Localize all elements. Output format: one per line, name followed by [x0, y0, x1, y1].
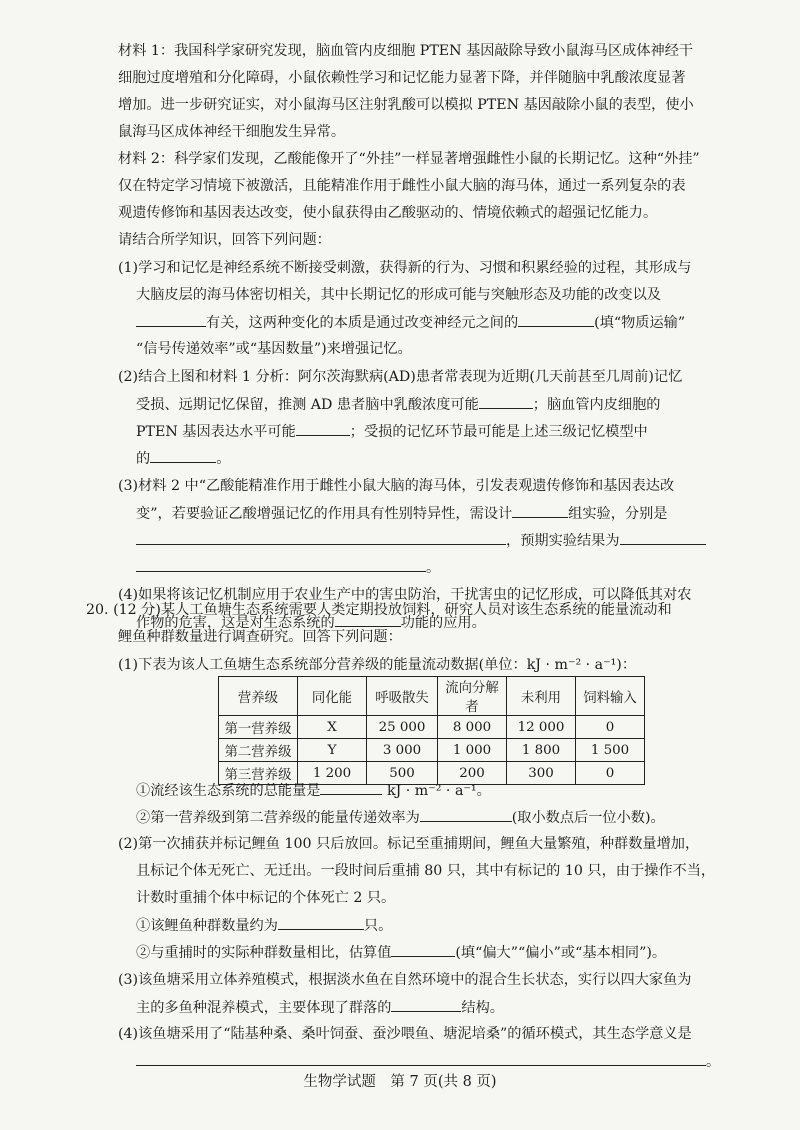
table-header-cell: 饲料输入	[576, 677, 645, 716]
material2-line: 材料 2：科学家们发现，乙酸能像开了“外挂”一样显著增强雌性小鼠的长期记忆。这种“外挂”	[118, 151, 700, 167]
answer-blank[interactable]	[136, 1051, 706, 1066]
q1-line: 大脑皮层的海马体密切相关，其中长期记忆的形成可能与突触形态及功能的改变以及	[136, 287, 661, 303]
energy-flow-table	[218, 676, 645, 785]
q20-part2: 计数时重捕个体中标记的个体死亡 2 只。	[136, 890, 396, 906]
answer-blank[interactable]	[278, 915, 364, 930]
q3-line: 。	[136, 557, 440, 578]
answer-blank[interactable]	[136, 312, 206, 327]
q2-line: (2)结合上图和材料 1 分析：阿尔茨海默病(AD)患者常表现为近期(几天前甚至几周前)记忆	[118, 369, 683, 385]
material1-line: 鼠海马区成体神经干细胞发生异常。	[118, 124, 346, 140]
answer-blank[interactable]	[620, 530, 706, 545]
table-cell: 1 000	[438, 739, 507, 762]
table-cell: 12 000	[507, 716, 576, 739]
answer-blank[interactable]	[479, 394, 533, 409]
table-header-cell: 未利用	[507, 677, 576, 716]
table-header-cell: 营养级	[219, 677, 298, 716]
q20-part3: 主的多鱼种混养模式，主要体现了群落的 结构。	[136, 997, 504, 1018]
answer-blank[interactable]	[391, 942, 455, 957]
answer-blank[interactable]	[136, 557, 426, 572]
table-cell: 0	[576, 716, 645, 739]
q1-line: (1)学习和记忆是神经系统不断接受刺激，获得新的行为、习惯和积累经验的过程，其形成与	[118, 260, 692, 276]
q20-part2a: ①该鲤鱼种群数量约为 只。	[136, 915, 392, 936]
q20-part2: (2)第一次捕获并标记鲤鱼 100 只后放回。标记至重捕期间，鲤鱼大量繁殖，种群数量增加，	[118, 836, 700, 852]
table-cell: 1 500	[576, 739, 645, 762]
table-cell: 200	[438, 762, 507, 785]
table-cell: 第三营养级	[219, 762, 298, 785]
table-header-cell: 同化能	[298, 677, 367, 716]
q20-part2: 且标记个体无死亡、无迁出。一段时间后重捕 80 只，其中有标记的 10 只，由于操作不当，	[136, 863, 716, 879]
table-cell: 8 000	[438, 716, 507, 739]
table-cell: 1 800	[507, 739, 576, 762]
table-cell: 1 200	[298, 762, 367, 785]
q2-line: 受损、远期记忆保留，推测 AD 患者脑中乳酸浓度可能 ；脑血管内皮细胞的	[136, 394, 660, 415]
table-cell: X	[298, 716, 367, 739]
material1-line: 增加。进一步研究证实，对小鼠海马区注射乳酸可以模拟 PTEN 基因敲除小鼠的表型，使小	[118, 97, 694, 113]
answer-blank[interactable]	[136, 530, 506, 545]
q4-line: (4)如果将该记忆机制应用于农业生产中的害虫防治，干扰害虫的记忆形成，可以降低其对农	[118, 587, 692, 603]
table-cell: 500	[367, 762, 438, 785]
answer-blank[interactable]	[420, 807, 512, 822]
answer-blank[interactable]	[512, 503, 568, 518]
table-header-cell: 呼吸散失	[367, 677, 438, 716]
q20-header: 20. (12 分)某人工鱼塘生态系统需要人类定期投放饲料，研究人员对该生态系统的能量流动和	[86, 602, 672, 618]
table-cell: 0	[576, 762, 645, 785]
q20-header: 鲤鱼种群数量进行调查研究。回答下列问题：	[118, 629, 402, 645]
q2-line: PTEN 基因表达水平可能 ；受损的记忆环节最可能是上述三级记忆模型中	[136, 421, 648, 442]
q1-line: “信号传递效率”或“基因数量”)来增强记忆。	[136, 341, 412, 357]
page-footer: 生物学试题 第 7 页(共 8 页)	[303, 1074, 497, 1090]
q20-part4: (4)该鱼塘采用了“陆基种桑、桑叶饲蚕、蚕沙喂鱼、塘泥培桑”的循环模式，其生态学意义是	[118, 1026, 692, 1042]
prompt-text: 请结合所学知识，回答下列问题：	[118, 232, 331, 248]
answer-blank[interactable]	[296, 421, 350, 436]
table-row	[219, 739, 645, 762]
q3-line: ，预期实验结果为	[136, 530, 706, 551]
material1-line: 细胞过度增殖和分化障碍，小鼠依赖性学习和记忆能力显著下降，并伴随脑中乳酸浓度显著	[118, 70, 686, 86]
answer-blank[interactable]	[150, 448, 216, 463]
table-cell: 300	[507, 762, 576, 785]
table-header-cell: 流向分解者	[438, 677, 507, 716]
table-row	[219, 716, 645, 739]
q20-part1a: ①流经该生态系统的总能量是 kJ · m⁻² · a⁻¹。	[136, 780, 491, 801]
q20-part3: (3)该鱼塘采用立体养殖模式，根据淡水鱼在自然环境中的混合生长状态，实行以四大家鱼为	[118, 972, 692, 988]
q3-line: (3)材料 2 中“乙酸能精准作用于雌性小鼠大脑的海马体，引发表观遗传修饰和基因表达改	[118, 478, 675, 494]
q20-part2b: ②与重捕时的实际种群数量相比，估算值 (填“偏大”“偏小”或“基本相同”)。	[136, 942, 666, 963]
answer-blank[interactable]	[391, 997, 461, 1012]
table-cell: 第一营养级	[219, 716, 298, 739]
table-cell: 3 000	[367, 739, 438, 762]
material2-line: 仅在特定学习情境下被激活，且能精准作用于雌性小鼠大脑的海马体，通过一系列复杂的表	[118, 178, 686, 194]
table-cell: 第二营养级	[219, 739, 298, 762]
q3-line: 变”，若要验证乙酸增强记忆的作用具有性别特异性，需设计 组实验，分别是	[136, 503, 667, 524]
q20-part1b: ②第一营养级到第二营养级的能量传递效率为 (取小数点后一位小数)。	[136, 807, 665, 828]
table-cell: 25 000	[367, 716, 438, 739]
q20-part4: 。	[136, 1051, 720, 1072]
q2-line: 的 。	[136, 448, 230, 469]
answer-blank[interactable]	[518, 312, 594, 327]
table-cell: Y	[298, 739, 367, 762]
answer-blank[interactable]	[320, 780, 382, 795]
q20-part1: (1)下表为该人工鱼塘生态系统部分营养级的能量流动数据(单位：kJ · m⁻² · a⁻¹)：	[118, 657, 637, 673]
table-header-row	[219, 677, 645, 716]
material1-line: 材料 1：我国科学家研究发现，脑血管内皮细胞 PTEN 基因敲除导致小鼠海马区成体神经干	[118, 43, 694, 59]
q1-line: 有关，这两种变化的本质是通过改变神经元之间的 (填“物质运输”	[136, 312, 685, 333]
q4-line: 作物的危害，这是对生态系统的 功能的应用。	[136, 612, 486, 633]
material2-line: 观遗传修饰和基因表达改变，使小鼠获得由乙酸驱动的、情境依赖式的超强记忆能力。	[118, 205, 658, 221]
